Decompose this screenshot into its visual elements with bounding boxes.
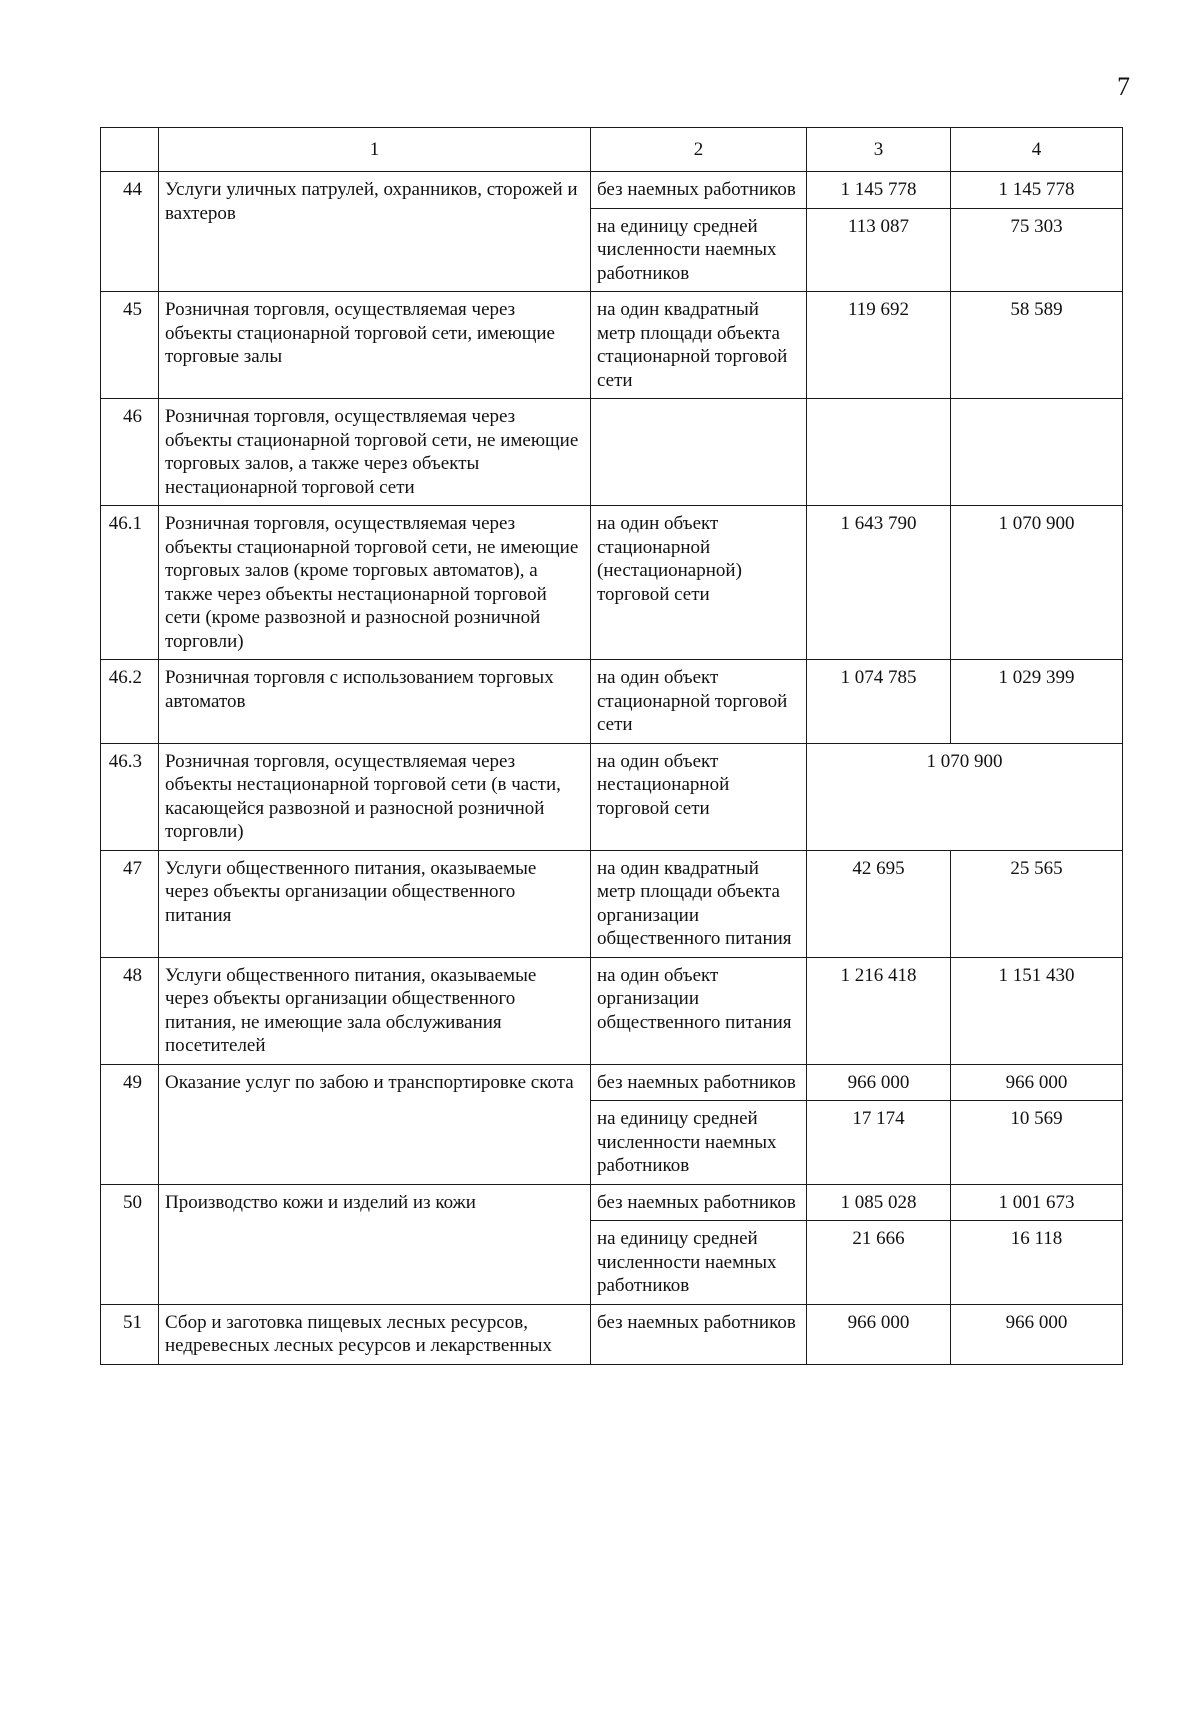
activity-description: Розничная торговля, осуществляемая через объекты стационарной торговой сети, не имеющие торговых залов (кроме торговых автоматов), а также через объекты нестационарной торговой сети (кроме развозной и разносной розничной торговли): [159, 506, 591, 660]
activity-description: Производство кожи и изделий из кожи: [159, 1184, 591, 1304]
table-row: [101, 743, 1123, 850]
row-number: 49: [101, 1064, 159, 1184]
value-col4: 1 145 778: [951, 172, 1123, 209]
table-row: [101, 1064, 1123, 1101]
value-col4: 1 029 399: [951, 660, 1123, 744]
header-row: [101, 128, 1123, 172]
unit-of-measure: на один квадратный метр площади объекта стационарной торговой сети: [591, 292, 807, 399]
activity-description: Услуги общественного питания, оказываемые через объекты организации общественного питания, не имеющие зала обслуживания посетителей: [159, 957, 591, 1064]
value-col3: [807, 399, 951, 506]
unit-of-measure: без наемных работников: [591, 1184, 807, 1221]
row-number: 47: [101, 850, 159, 957]
header-cell-1: 1: [159, 128, 591, 172]
value-col4: 1 001 673: [951, 1184, 1123, 1221]
unit-of-measure: без наемных работников: [591, 1064, 807, 1101]
row-number: 46.2: [101, 660, 159, 744]
value-col3: 1 216 418: [807, 957, 951, 1064]
row-number: 50: [101, 1184, 159, 1304]
activity-description: Розничная торговля, осуществляемая через объекты стационарной торговой сети, имеющие торговые залы: [159, 292, 591, 399]
value-col4: 966 000: [951, 1304, 1123, 1364]
header-cell-num: [101, 128, 159, 172]
row-number: 51: [101, 1304, 159, 1364]
unit-of-measure: на один объект стационарной (нестационарной) торговой сети: [591, 506, 807, 660]
value-col3: 966 000: [807, 1064, 951, 1101]
header-cell-2: 2: [591, 128, 807, 172]
value-col3: 113 087: [807, 208, 951, 292]
row-number: 46.1: [101, 506, 159, 660]
value-col3: 966 000: [807, 1304, 951, 1364]
value-col3: 21 666: [807, 1221, 951, 1305]
row-number: 44: [101, 172, 159, 292]
activity-description: Услуги уличных патрулей, охранников, сторожей и вахтеров: [159, 172, 591, 292]
value-col4: 1 151 430: [951, 957, 1123, 1064]
unit-of-measure: [591, 399, 807, 506]
value-col4: 75 303: [951, 208, 1123, 292]
value-col3: 1 643 790: [807, 506, 951, 660]
table-row: [101, 1184, 1123, 1221]
row-number: 48: [101, 957, 159, 1064]
activity-description: Розничная торговля, осуществляемая через объекты нестационарной торговой сети (в части, касающейся развозной и разносной розничной торговли): [159, 743, 591, 850]
value-col4: 10 569: [951, 1101, 1123, 1185]
unit-of-measure: на единицу средней численности наемных работников: [591, 208, 807, 292]
unit-of-measure: без наемных работников: [591, 172, 807, 209]
header-cell-4: 4: [951, 128, 1123, 172]
value-col3: 17 174: [807, 1101, 951, 1185]
value-col4: [951, 399, 1123, 506]
header-cell-3: 3: [807, 128, 951, 172]
activity-description: Оказание услуг по забою и транспортировке скота: [159, 1064, 591, 1184]
table-row: [101, 172, 1123, 209]
table-row: [101, 506, 1123, 660]
table-row: [101, 850, 1123, 957]
value-col4: 58 589: [951, 292, 1123, 399]
table-body: [101, 128, 1123, 1365]
value-col3: 119 692: [807, 292, 951, 399]
row-number: 46.3: [101, 743, 159, 850]
unit-of-measure: на один квадратный метр площади объекта организации общественного питания: [591, 850, 807, 957]
unit-of-measure: без наемных работников: [591, 1304, 807, 1364]
value-col4: 966 000: [951, 1064, 1123, 1101]
value-col3: 1 074 785: [807, 660, 951, 744]
value-col4: 1 070 900: [951, 506, 1123, 660]
value-col3: 42 695: [807, 850, 951, 957]
unit-of-measure: на единицу средней численности наемных работников: [591, 1221, 807, 1305]
table-row: [101, 1304, 1123, 1364]
value-col3: 1 145 778: [807, 172, 951, 209]
activity-description: Розничная торговля с использованием торговых автоматов: [159, 660, 591, 744]
activity-description: Розничная торговля, осуществляемая через объекты стационарной торговой сети, не имеющие торговых залов, а также через объекты нестационарной торговой сети: [159, 399, 591, 506]
table-row: [101, 399, 1123, 506]
row-number: 46: [101, 399, 159, 506]
tariff-table: [100, 127, 1123, 1365]
unit-of-measure: на один объект организации общественного питания: [591, 957, 807, 1064]
value-col4: 25 565: [951, 850, 1123, 957]
unit-of-measure: на один объект стационарной торговой сети: [591, 660, 807, 744]
value-col4: 16 118: [951, 1221, 1123, 1305]
page-number: 7: [1117, 72, 1130, 101]
table-row: [101, 292, 1123, 399]
table-row: [101, 957, 1123, 1064]
activity-description: Сбор и заготовка пищевых лесных ресурсов, недревесных лесных ресурсов и лекарственных: [159, 1304, 591, 1364]
table-row: [101, 660, 1123, 744]
activity-description: Услуги общественного питания, оказываемые через объекты организации общественного питания: [159, 850, 591, 957]
value-col3: 1 085 028: [807, 1184, 951, 1221]
value-merged: 1 070 900: [807, 743, 1123, 850]
row-number: 45: [101, 292, 159, 399]
unit-of-measure: на один объект нестационарной торговой сети: [591, 743, 807, 850]
unit-of-measure: на единицу средней численности наемных работников: [591, 1101, 807, 1185]
